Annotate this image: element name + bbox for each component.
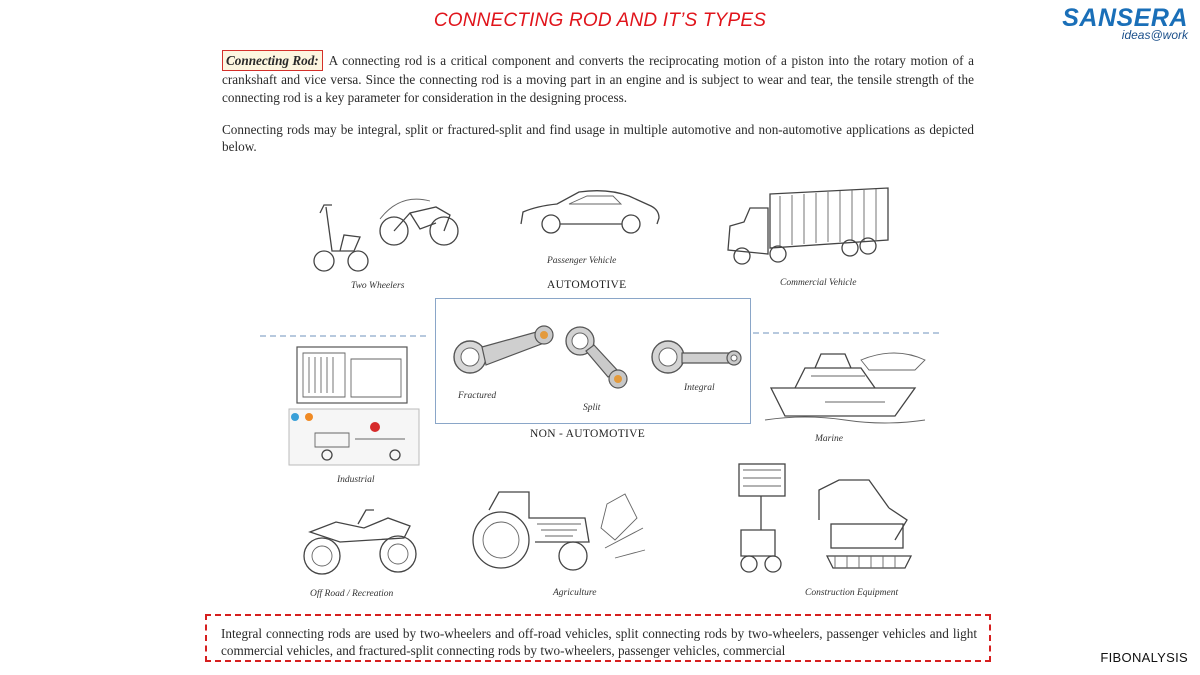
label-industrial: Industrial xyxy=(337,475,375,485)
connecting-rod-term: Connecting Rod: xyxy=(222,50,323,71)
sansera-logo xyxy=(1028,4,1188,48)
label-split: Split xyxy=(583,403,601,413)
marine-illustration xyxy=(765,346,925,426)
page-title: CONNECTING ROD AND IT’S TYPES xyxy=(433,10,767,31)
label-integral: Integral xyxy=(684,383,715,393)
two-wheelers-illustration xyxy=(310,193,470,278)
logo-brand: SANSERA xyxy=(1062,4,1188,32)
types-paragraph: Connecting rods may be integral, split or fractured-split and find usage in multiple automotive and non-automotive applications as depicted below. xyxy=(222,122,974,155)
label-two-wheelers: Two Wheelers xyxy=(351,281,405,291)
label-commercial-vehicle: Commercial Vehicle xyxy=(780,278,857,288)
label-agriculture: Agriculture xyxy=(553,588,597,598)
construction-illustration xyxy=(735,460,925,580)
footer-brand: FIBONALYSIS xyxy=(1100,650,1188,665)
fractured-rod-illustration xyxy=(448,317,558,387)
label-marine: Marine xyxy=(815,434,843,444)
label-off-road: Off Road / Recreation xyxy=(310,589,394,599)
automotive-caption: AUTOMOTIVE xyxy=(547,279,627,291)
commercial-truck-illustration xyxy=(720,186,890,266)
off-road-illustration xyxy=(300,508,420,588)
industrial-illustration xyxy=(285,343,425,468)
intro-text: A connecting rod is a critical component and converts the reciprocating motion of a piston into the rotary motion of a crankshaft and vice versa. Since the connecting rod is a moving part in an engine and is subject to wear and tear, the tensile strength of the connecting rod is a key parameter for consideration in the designing process. xyxy=(222,53,974,105)
connecting-rod-types-box xyxy=(435,298,751,424)
applications-figure xyxy=(255,178,945,606)
passenger-car-illustration xyxy=(517,186,667,236)
logo-tagline: ideas@work xyxy=(1121,28,1188,42)
agriculture-illustration xyxy=(465,488,645,578)
label-construction: Construction Equipment xyxy=(805,588,899,598)
non-automotive-caption: NON - AUTOMOTIVE xyxy=(530,428,646,440)
split-rod-illustration xyxy=(548,321,648,401)
usage-note-box: Integral connecting rods are used by two-wheelers and off-road vehicles, split connecting rods by two-wheelers, passenger vehicles and light commercial vehicles, and fractured-split connecting rods by two-wheelers, passenger vehicles, commercial xyxy=(205,614,991,662)
label-fractured: Fractured xyxy=(458,391,497,401)
label-passenger-vehicle: Passenger Vehicle xyxy=(547,256,617,266)
intro-paragraph xyxy=(222,50,974,106)
